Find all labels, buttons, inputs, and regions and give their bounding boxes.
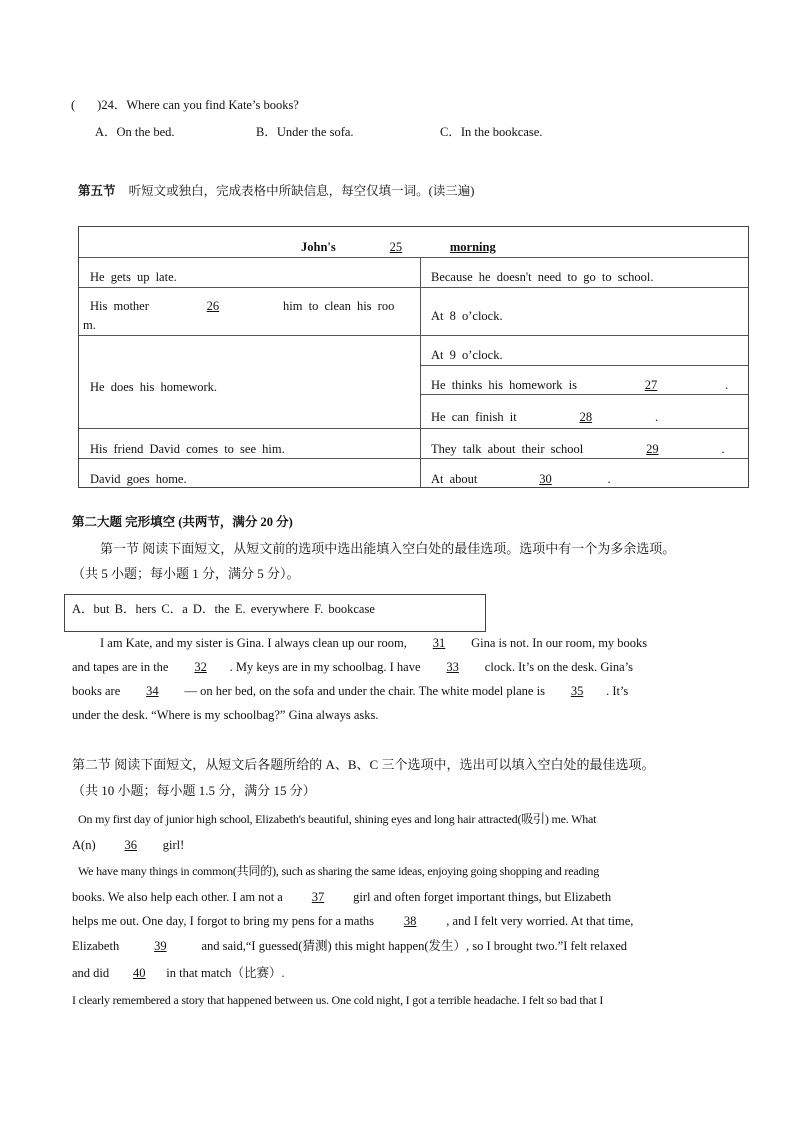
cloze-options: A．but B．hers C．a D．the E. everywhere F. bookcase xyxy=(72,602,375,616)
blank-38[interactable]: 38 xyxy=(403,914,417,928)
blank-31[interactable]: 31 xyxy=(432,636,446,650)
row5-left: David goes home. xyxy=(90,472,187,486)
row5-right: At about 30 . xyxy=(431,472,611,486)
blank-37[interactable]: 37 xyxy=(311,890,325,904)
passage1-line3: books are 34 — on her bed, on the sofa and under the chair. The white model plane is 35 . It’s xyxy=(72,684,629,698)
blank-39[interactable]: 39 xyxy=(154,939,167,953)
sec2-score: （共 10 小题；每小题 1.5 分，满分 15 分） xyxy=(72,783,316,798)
sec1-score: （共 5 小题；每小题 1 分，满分 5 分）。 xyxy=(72,566,300,581)
passage2-line8: I clearly remembered a story that happened between us. One cold night, I got a terrible headache. I felt so bad that I xyxy=(72,993,604,1007)
row1-right: Because he doesn't need to go to school. xyxy=(431,270,654,284)
part2-heading: 第二大题 完形填空 (共两节，满分 20 分) xyxy=(72,515,293,529)
q24-option-b: B．Under the sofa. xyxy=(256,125,354,139)
blank-33[interactable]: 33 xyxy=(446,660,459,674)
row2-left-wrap: m. xyxy=(83,318,96,332)
blank-40[interactable]: 40 xyxy=(133,966,146,980)
passage2-line7: and did 40 in that match（比赛）. xyxy=(72,966,285,980)
blank-34[interactable]: 34 xyxy=(146,684,159,698)
passage2-line6: Elizabeth 39 and said,“I guessed(猜测) this might happen(发生）, so I brought two.”I felt relaxed xyxy=(72,939,628,953)
sec1-instruction: 第一节 阅读下面短文，从短文前的选项中选出能填入空白处的最佳选项。选项中有一个为多余选项。 xyxy=(100,541,676,556)
blank-25[interactable]: 25 xyxy=(389,240,403,254)
passage2-line3: We have many things in common(共同的), such as sharing the same ideas, enjoying going shopping and reading xyxy=(78,864,599,878)
row4-right: They talk about their school 29 . xyxy=(431,442,725,456)
listening-table xyxy=(78,226,749,488)
row1-left: He gets up late. xyxy=(90,270,177,284)
row3-right-1: At 9 o’clock. xyxy=(431,348,503,362)
blank-26[interactable]: 26 xyxy=(206,299,220,313)
blank-27[interactable]: 27 xyxy=(644,378,658,392)
row3-right-2: He thinks his homework is 27 . xyxy=(431,378,729,392)
passage1-line1: I am Kate, and my sister is Gina. I always clean up our room, 31 Gina is not. In our room, my books xyxy=(100,636,648,650)
passage2-line1: On my first day of junior high school, Elizabeth's beautiful, shining eyes and long hair attracted(吸引) me. What xyxy=(78,812,597,826)
sec2-instruction: 第二节 阅读下面短文，从短文后各题所给的 A、B、C 三个选项中，选出可以填入空白处的最佳选项。 xyxy=(72,757,655,772)
q24-option-a: A．On the bed. xyxy=(95,125,175,139)
blank-28[interactable]: 28 xyxy=(579,410,593,424)
row2-left: His mother 26 him to clean his roo xyxy=(90,299,395,313)
passage2-line4: books. We also help each other. I am not a 37 girl and often forget important things, but Elizabeth xyxy=(72,890,612,904)
row2-right: At 8 o’clock. xyxy=(431,309,503,323)
passage2-line5: helps me out. One day, I forgot to bring my pens for a maths 38 , and I felt very worried. At that time, xyxy=(72,914,634,928)
passage1-line4: under the desk. “Where is my schoolbag?” Gina always asks. xyxy=(72,708,379,722)
blank-36[interactable]: 36 xyxy=(124,838,137,852)
blank-30[interactable]: 30 xyxy=(539,472,552,486)
row3-right-3: He can finish it 28 . xyxy=(431,410,659,424)
q24-option-c: C．In the bookcase. xyxy=(440,125,543,139)
passage1-line2: and tapes are in the 32 . My keys are in my schoolbag. I have 33 clock. It’s on the desk. Gina’s xyxy=(72,660,634,674)
section5-heading: 第五节 听短文或独白，完成表格中所缺信息，每空仅填一词。(读三遍) xyxy=(78,184,475,198)
question-24-stem: ( )24．Where can you find Kate’s books? xyxy=(71,98,299,112)
passage2-line2: A(n) 36 girl! xyxy=(72,838,185,852)
blank-29[interactable]: 29 xyxy=(646,442,659,456)
table-title: John's 25 morning xyxy=(301,240,496,254)
row4-left: His friend David comes to see him. xyxy=(90,442,285,456)
blank-35[interactable]: 35 xyxy=(570,684,584,698)
row3-left: He does his homework. xyxy=(90,380,218,394)
blank-32[interactable]: 32 xyxy=(194,660,207,674)
